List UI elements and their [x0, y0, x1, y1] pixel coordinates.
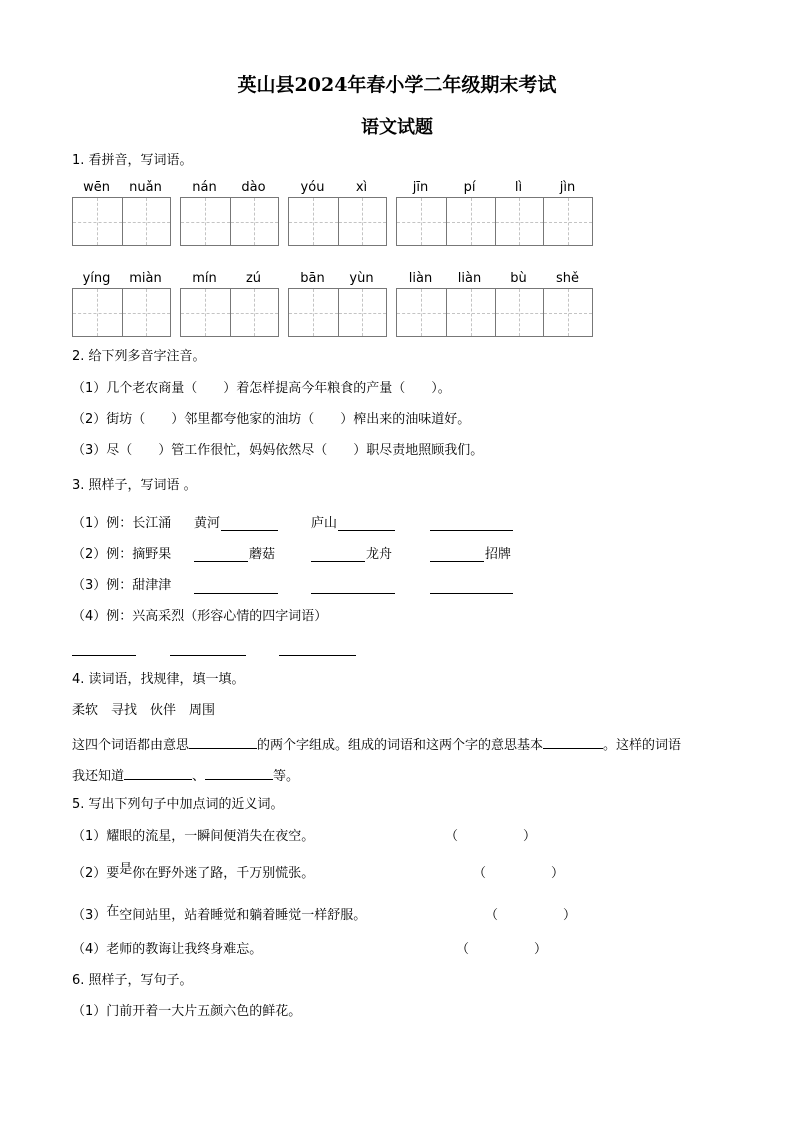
answer-blank[interactable]: [311, 593, 395, 594]
answer-blank[interactable]: [170, 655, 246, 656]
pinyin: yùn: [349, 271, 374, 286]
q3-row4: （4）例：兴高采烈（形容心情的四字词语）: [72, 609, 328, 624]
pinyin: liàn: [457, 271, 482, 286]
q4-text: 这四个词语都由意思: [72, 738, 190, 753]
answer-blank[interactable]: [311, 561, 365, 562]
q5-item-1: （1）耀眼的流星，一瞬间便消失在夜空。: [72, 829, 315, 844]
q3-row2-word-b: 龙舟: [366, 547, 393, 562]
pinyin: shě: [555, 271, 579, 286]
pinyin: yíng: [82, 271, 111, 286]
q4-text: 。这样的词语: [603, 738, 682, 753]
q4-heading: 4. 读词语，找规律，填一填。: [72, 672, 245, 687]
q3-row2-word-a: 蘑菇: [249, 547, 276, 562]
dotted-word: 在: [106, 904, 120, 919]
writing-grid[interactable]: [72, 197, 171, 246]
answer-paren[interactable]: （ ）: [445, 829, 537, 844]
answer-blank[interactable]: [72, 655, 136, 656]
answer-paren[interactable]: （ ）: [473, 866, 565, 881]
pinyin: liàn: [408, 271, 433, 286]
pinyin: dào: [241, 180, 266, 195]
q4-text: 的两个字组成。组成的词语和这两个字的意思基本: [257, 738, 544, 753]
q2-item-3: （3）尽（ ）管工作很忙，妈妈依然尽（ ）职尽责地照顾我们。: [72, 443, 484, 458]
q4-words: 柔软 寻找 伙伴 周围: [72, 703, 216, 718]
answer-blank[interactable]: [189, 735, 257, 749]
exam-subtitle: 语文试题: [361, 117, 433, 138]
answer-blank[interactable]: [430, 561, 484, 562]
q4-text: 、: [192, 769, 206, 784]
writing-grid[interactable]: [288, 288, 387, 337]
dotted-word: 是: [119, 862, 133, 877]
answer-blank[interactable]: [221, 530, 278, 531]
answer-blank[interactable]: [279, 655, 356, 656]
q5-item-2: [72, 862, 315, 882]
pinyin: zú: [245, 271, 262, 286]
answer-blank[interactable]: [194, 561, 248, 562]
q5-text: 空间站里，站着睡觉和躺着睡觉一样舒服。: [119, 908, 367, 923]
pinyin: bù: [510, 271, 527, 286]
q3-row1-word-b: 庐山: [311, 516, 338, 531]
answer-paren[interactable]: （ ）: [485, 908, 577, 923]
answer-blank[interactable]: [338, 530, 395, 531]
answer-blank[interactable]: [430, 593, 513, 594]
q3-row3-prefix: （3）例：甜津津: [72, 578, 172, 593]
q5-text: 你在野外迷了路，千万别慌张。: [132, 866, 315, 881]
answer-blank[interactable]: [205, 766, 273, 780]
q3-heading: 3. 照样子，写词语 。: [72, 478, 197, 493]
answer-blank[interactable]: [543, 735, 603, 749]
q3-row1-prefix: （1）例：长江涌: [72, 516, 172, 531]
q3-row1-word-a: 黄河: [194, 516, 221, 531]
q5-item-3: [72, 904, 367, 924]
q5-text: （3）: [72, 908, 107, 923]
writing-grid[interactable]: [396, 197, 593, 246]
exam-title: 英山县2024年春小学二年级期末考试: [237, 74, 557, 96]
q1-heading: 1. 看拼音，写词语。: [72, 153, 193, 168]
q4-sentence-1: [72, 735, 681, 754]
writing-grid[interactable]: [288, 197, 387, 246]
pinyin: jīn: [412, 180, 429, 195]
pinyin: nuǎn: [129, 180, 162, 195]
q4-text: 等。: [273, 769, 300, 784]
q3-row2-word-c: 招牌: [485, 547, 512, 562]
pinyin: mín: [192, 271, 217, 286]
writing-grid[interactable]: [396, 288, 593, 337]
q2-item-2: （2）街坊（ ）邻里都夸他家的油坊（ ）榨出来的油味道好。: [72, 412, 471, 427]
pinyin: lì: [514, 180, 523, 195]
pinyin: pí: [463, 180, 476, 195]
pinyin: bān: [300, 271, 325, 286]
q4-text: 我还知道: [72, 769, 125, 784]
q6-heading: 6. 照样子，写句子。: [72, 973, 193, 988]
q5-text: （2）要: [72, 866, 120, 881]
pinyin: xì: [355, 180, 368, 195]
pinyin: wēn: [83, 180, 110, 195]
q5-heading: 5. 写出下列句子中加点词的近义词。: [72, 797, 284, 812]
answer-blank[interactable]: [124, 766, 192, 780]
q2-heading: 2. 给下列多音字注音。: [72, 349, 206, 364]
pinyin: nán: [192, 180, 217, 195]
q4-sentence-2: [72, 766, 299, 785]
pinyin: jìn: [559, 180, 576, 195]
writing-grid[interactable]: [180, 197, 279, 246]
pinyin: yóu: [300, 180, 325, 195]
answer-blank[interactable]: [194, 593, 278, 594]
q3-row2-prefix: （2）例：摘野果: [72, 547, 172, 562]
q6-item-1: （1）门前开着一大片五颜六色的鲜花。: [72, 1004, 302, 1019]
q5-item-4: （4）老师的教诲让我终身难忘。: [72, 942, 263, 957]
pinyin: miàn: [129, 271, 162, 286]
answer-blank[interactable]: [430, 530, 513, 531]
writing-grid[interactable]: [72, 288, 171, 337]
q2-item-1: （1）几个老农商量（ ）着怎样提高今年粮食的产量（ ）。: [72, 381, 451, 396]
answer-paren[interactable]: （ ）: [456, 942, 548, 957]
writing-grid[interactable]: [180, 288, 279, 337]
